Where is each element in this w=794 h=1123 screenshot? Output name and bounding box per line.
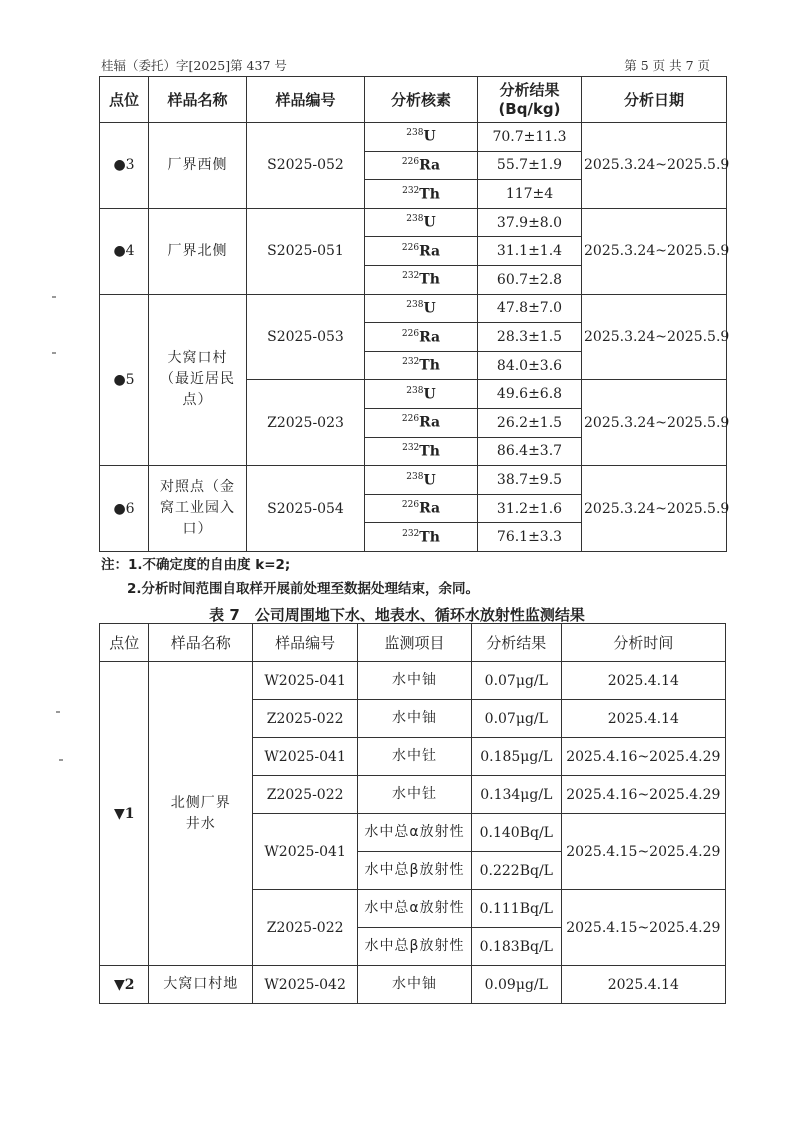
result-cell: 31.2±1.6 — [478, 494, 582, 523]
mass-number: 226 — [401, 157, 420, 168]
result-cell: 55.7±1.9 — [478, 151, 582, 180]
item-cell: 水中钍 — [358, 738, 472, 776]
col-header-item: 监测项目 — [358, 624, 472, 662]
table-header-row — [100, 624, 726, 662]
time-cell: 2025.4.15~2025.4.29 — [561, 814, 725, 890]
col-header-point: 点位 — [100, 624, 149, 662]
mass-number: 238 — [406, 471, 424, 482]
date-cell: 2025.3.24~2025.5.9 — [582, 208, 727, 294]
nuclide-cell — [365, 180, 478, 209]
element-symbol: U — [423, 386, 436, 403]
result-cell: 0.07μg/L — [471, 662, 561, 700]
table-header-row — [100, 77, 727, 123]
item-cell: 水中钍 — [358, 776, 472, 814]
result-cell: 0.111Bq/L — [471, 890, 561, 928]
element-symbol: Ra — [419, 415, 441, 432]
col-header-point: 点位 — [100, 77, 149, 123]
element-symbol: U — [423, 300, 436, 317]
result-cell: 37.9±8.0 — [478, 208, 582, 237]
table-row — [100, 662, 726, 700]
col-header-sample-name: 样品名称 — [149, 77, 247, 123]
result-cell: 38.7±9.5 — [478, 466, 582, 495]
item-cell: 水中总β放射性 — [358, 852, 472, 890]
sample-id-cell: S2025-054 — [247, 466, 365, 552]
table-row — [100, 294, 727, 323]
element-symbol: Th — [419, 272, 440, 289]
mass-number: 232 — [402, 357, 420, 368]
result-label: 分析结果 — [499, 80, 560, 99]
result-cell: 47.8±7.0 — [478, 294, 582, 323]
nuclide-cell — [365, 323, 478, 352]
nuclide-cell — [365, 494, 478, 523]
result-cell: 0.185μg/L — [471, 738, 561, 776]
result-cell: 49.6±6.8 — [478, 380, 582, 409]
sample-id-cell: W2025-041 — [253, 738, 358, 776]
result-cell: 60.7±2.8 — [478, 265, 582, 294]
mass-number: 226 — [401, 414, 420, 425]
element-symbol: Th — [419, 529, 440, 546]
nuclide-cell — [365, 437, 478, 466]
result-cell: 0.09μg/L — [471, 966, 561, 1004]
col-header-result: 分析结果 — [471, 624, 561, 662]
sample-name-cell: 厂界北侧 — [149, 208, 247, 294]
sample-name-cell: 北侧厂界井水 — [149, 662, 253, 966]
time-cell: 2025.4.14 — [561, 662, 725, 700]
water-analysis-table — [99, 623, 726, 1004]
date-cell: 2025.3.24~2025.5.9 — [582, 380, 727, 466]
result-cell: 0.222Bq/L — [471, 852, 561, 890]
table-row — [100, 208, 727, 237]
result-cell: 117±4 — [478, 180, 582, 209]
nuclide-cell — [365, 380, 478, 409]
nuclide-cell — [365, 151, 478, 180]
element-symbol: U — [423, 472, 436, 489]
nuclide-cell — [365, 466, 478, 495]
nuclide-cell — [365, 351, 478, 380]
sample-name-cell: 对照点（金窝工业园入口） — [149, 466, 247, 552]
result-cell: 0.134μg/L — [471, 776, 561, 814]
sample-id-cell: W2025-041 — [253, 662, 358, 700]
point-cell: ▼1 — [100, 662, 149, 966]
element-symbol: Ra — [419, 243, 441, 260]
result-cell: 0.183Bq/L — [471, 928, 561, 966]
sample-id-cell: Z2025-022 — [253, 890, 358, 966]
result-cell: 0.07μg/L — [471, 700, 561, 738]
col-header-time: 分析时间 — [561, 624, 725, 662]
item-cell: 水中铀 — [358, 966, 472, 1004]
nuclide-cell — [365, 523, 478, 552]
document-reference: 桂辐（委托）字[2025]第 437 号 — [101, 58, 287, 73]
mass-number: 238 — [406, 214, 424, 225]
element-symbol: Th — [419, 357, 440, 374]
item-cell: 水中铀 — [358, 662, 472, 700]
note-1: 注：1.不确定度的自由度 k=2; — [101, 557, 291, 573]
element-symbol: U — [423, 214, 436, 231]
point-cell: ▼2 — [100, 966, 149, 1004]
result-cell: 31.1±1.4 — [478, 237, 582, 266]
element-symbol: Ra — [419, 329, 441, 346]
table-row — [100, 466, 727, 495]
mass-number: 238 — [406, 128, 424, 139]
scan-speck — [59, 759, 63, 761]
time-cell: 2025.4.14 — [561, 966, 725, 1004]
mass-number: 226 — [401, 500, 420, 511]
scan-speck — [52, 352, 56, 354]
sample-name-cell: 厂界西侧 — [149, 123, 247, 209]
element-symbol: Th — [419, 186, 440, 203]
mass-number: 232 — [402, 443, 420, 453]
table-notes — [101, 553, 479, 601]
table-row — [100, 966, 726, 1004]
time-cell: 2025.4.14 — [561, 700, 725, 738]
nuclide-cell — [365, 123, 478, 152]
nuclide-cell — [365, 408, 478, 437]
result-cell: 84.0±3.6 — [478, 351, 582, 380]
sample-id-cell: Z2025-022 — [253, 700, 358, 738]
point-cell: ●4 — [100, 208, 149, 294]
result-cell: 0.140Bq/L — [471, 814, 561, 852]
mass-number: 226 — [401, 328, 420, 339]
item-cell: 水中总α放射性 — [358, 890, 472, 928]
item-cell: 水中总β放射性 — [358, 928, 472, 966]
nuclide-cell — [365, 265, 478, 294]
result-cell: 70.7±11.3 — [478, 123, 582, 152]
item-cell: 水中总α放射性 — [358, 814, 472, 852]
mass-number: 226 — [401, 242, 420, 253]
sample-id-cell: W2025-042 — [253, 966, 358, 1004]
scan-speck — [56, 711, 60, 713]
result-cell: 28.3±1.5 — [478, 323, 582, 352]
table-row — [100, 123, 727, 152]
date-cell: 2025.3.24~2025.5.9 — [582, 294, 727, 380]
element-symbol: Ra — [419, 157, 441, 174]
page-number: 第 5 页 共 7 页 — [624, 58, 710, 73]
sample-id-cell: Z2025-022 — [253, 776, 358, 814]
mass-number: 232 — [402, 528, 420, 539]
note-2: 2.分析时间范围自取样开展前处理至数据处理结束，余同。 — [127, 581, 480, 597]
time-cell: 2025.4.15~2025.4.29 — [561, 890, 725, 966]
sample-id-cell: S2025-052 — [247, 123, 365, 209]
scan-speck — [52, 296, 56, 298]
col-header-result — [478, 77, 582, 123]
nuclide-cell — [365, 208, 478, 237]
result-cell: 76.1±3.3 — [478, 523, 582, 552]
time-cell: 2025.4.16~2025.4.29 — [561, 776, 725, 814]
mass-number: 238 — [406, 385, 424, 396]
sample-name-cell: 大窝口村地 — [149, 966, 253, 1004]
mass-number: 238 — [406, 300, 424, 311]
soil-analysis-table — [99, 76, 730, 552]
mass-number: 232 — [402, 271, 420, 282]
col-header-nuclide: 分析核素 — [365, 77, 478, 123]
sample-id-cell: Z2025-023 — [247, 380, 365, 466]
date-cell: 2025.3.24~2025.5.9 — [582, 466, 727, 552]
time-cell: 2025.4.16~2025.4.29 — [561, 738, 725, 776]
result-unit: (Bq/kg) — [498, 99, 561, 118]
mass-number: 232 — [402, 185, 420, 196]
nuclide-cell — [365, 237, 478, 266]
sample-id-cell: W2025-041 — [253, 814, 358, 890]
date-cell: 2025.3.24~2025.5.9 — [582, 123, 727, 209]
element-symbol: U — [423, 129, 436, 146]
col-header-sample-name: 样品名称 — [149, 624, 253, 662]
result-cell: 86.4±3.7 — [478, 437, 582, 466]
col-header-sample-id: 样品编号 — [253, 624, 358, 662]
element-symbol: Th — [419, 443, 440, 460]
sample-id-cell: S2025-053 — [247, 294, 365, 380]
table-7-caption: 表 7 公司周围地下水、地表水、循环水放射性监测结果 — [209, 606, 585, 624]
result-cell: 26.2±1.5 — [478, 408, 582, 437]
element-symbol: Ra — [419, 500, 441, 517]
point-cell: ●6 — [100, 466, 149, 552]
point-cell: ●5 — [100, 294, 149, 466]
sample-name-cell: 大窝口村（最近居民点） — [149, 294, 247, 466]
point-cell: ●3 — [100, 123, 149, 209]
item-cell: 水中铀 — [358, 700, 472, 738]
col-header-sample-id: 样品编号 — [247, 77, 365, 123]
col-header-date: 分析日期 — [582, 77, 727, 123]
sample-id-cell: S2025-051 — [247, 208, 365, 294]
nuclide-cell — [365, 294, 478, 323]
